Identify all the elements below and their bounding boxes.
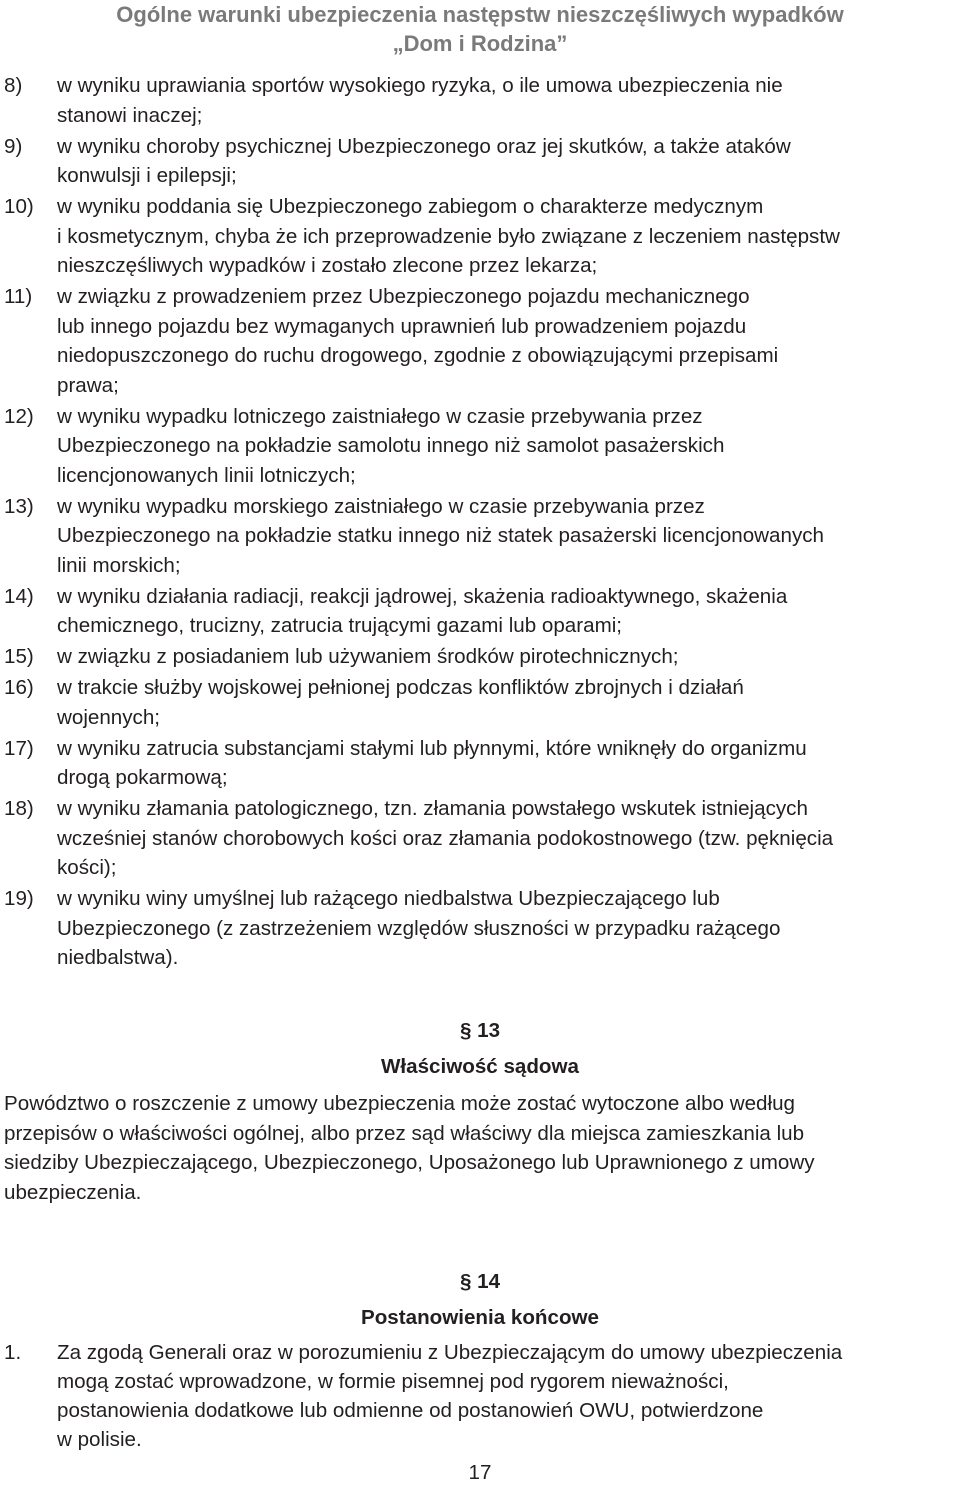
exclusions-list [0,71,960,974]
text-line: niedbalstwa). [57,946,179,969]
text-line: w polisie. [57,1428,142,1451]
list-item [0,884,960,973]
list-item-text [57,673,960,732]
text-line: postanowienia dodatkowe lub odmienne od postanowień OWU, potwierdzone [57,1399,764,1422]
list-item [0,734,960,793]
list-item-number: 12) [4,404,34,428]
text-line: Ubezpieczonego na pokładzie statku innego niż statek pasażerski licencjonowanych [57,524,825,547]
text-line: mogą zostać wprowadzone, w formie pisemnej pod rygorem nieważności, [57,1370,729,1393]
list-item-text [57,582,960,641]
text-line: w związku z posiadaniem lub używaniem środków pirotechnicznych; [57,645,679,668]
list-item [0,192,960,281]
list-item-number: 19) [4,887,34,910]
text-line: konwulsji i epilepsji; [57,164,237,187]
list-item [0,673,960,732]
list-item-number: 16) [4,676,34,699]
text-line: wojennych; [57,705,161,729]
header-title: Ogólne warunki ubezpieczenia następstw nieszczęśliwych wypadków [116,2,844,27]
text-line: w wyniku działania radiacji, reakcji jądrowej, skażenia radioaktywnego, skażenia [57,584,788,608]
text-line: w wyniku choroby psychicznej Ubezpieczonego oraz jej skutków, a także ataków [57,134,791,158]
list-item-text [57,642,960,672]
list-item-text [57,402,960,491]
text-line: Ubezpieczonego na pokładzie samolotu innego niż samolot pasażerskich [57,434,725,457]
document-header [0,0,960,58]
list-item [0,794,960,883]
text-line: w wyniku winy umyślnej lub rażącego niedbalstwa Ubezpieczającego lub [57,887,720,910]
page-number: 17 [468,1461,492,1484]
text-line: Powództwo o roszczenie z umowy ubezpieczenia może zostać wytoczone albo według [4,1092,795,1115]
text-line: licencjonowanych linii lotniczych; [57,463,356,487]
list-item-number: 1. [4,1341,22,1364]
list-item [0,1338,960,1454]
list-item [0,71,960,130]
text-line: Za zgodą Generali oraz w porozumieniu z Ubezpieczającym do umowy ubezpieczenia [57,1341,843,1364]
list-item-text [57,71,960,130]
section-13-title: Właściwość sądowa [380,1055,579,1078]
text-line: w trakcie służby wojskowej pełnionej podczas konfliktów zbrojnych i działań [57,676,744,699]
text-line: lub innego pojazdu bez wymaganych uprawnień lub prowadzeniem pojazdu [57,314,747,338]
list-item-text [57,282,960,400]
text-line: stanowi inaczej; [57,103,203,127]
list-item-text [57,794,960,883]
text-line: linii morskich; [57,553,181,577]
text-line: w wyniku wypadku lotniczego zaistniałego w czasie przebywania przez [57,404,703,428]
text-line: kości); [57,856,117,879]
list-item [0,642,960,672]
section-14-mark: § 14 [459,1270,501,1293]
text-line: prawa; [57,373,119,397]
header-subtitle: „Dom i Rodzina” [392,31,568,56]
text-line: siedziby Ubezpieczającego, Ubezpieczonego, Uposażonego lub Uprawnionego z umowy [4,1151,815,1174]
list-item-number: 11) [4,285,33,308]
section-13-paragraph [4,1089,954,1207]
text-line: Ubezpieczonego (z zastrzeżeniem względów słuszności w przypadku rażącego [57,916,781,940]
text-line: drogą pokarmową; [57,766,228,789]
list-item-text [57,884,960,973]
text-line: w wyniku zatrucia substancjami stałymi lub płynnymi, które wniknęły do organizmu [57,736,807,760]
list-item-number: 8) [4,74,23,97]
list-item-number: 10) [4,195,34,218]
text-line: ubezpieczenia. [4,1180,142,1204]
list-item-text [57,192,960,281]
text-line: nieszczęśliwych wypadków i zostało zlecone przez lekarza; [57,254,598,277]
section-14-title: Postanowienia końcowe [360,1306,600,1329]
list-item [0,492,960,581]
list-item-number: 15) [4,645,34,668]
text-line: w wyniku poddania się Ubezpieczonego zabiegom o charakterze medycznym [57,195,764,218]
list-item-text [57,132,960,191]
text-line: i kosmetycznym, chyba że ich przeprowadzenie było związane z leczeniem następstw [57,224,840,248]
section-13-mark: § 13 [459,1019,501,1042]
list-item-number: 9) [4,134,23,158]
text-line: w wyniku uprawiania sportów wysokiego ryzyka, o ile umowa ubezpieczenia nie [57,74,783,97]
text-line: w wyniku złamania patologicznego, tzn. złamania powstałego wskutek istniejących [57,797,808,820]
text-line: w wyniku wypadku morskiego zaistniałego w czasie przebywania przez [57,494,705,518]
text-line: przepisów o właściwości ogólnej, albo przez sąd właściwy dla miejsca zamieszkania lub [4,1121,805,1145]
list-item-number: 17) [4,736,34,760]
text-line: chemicznego, trucizny, zatrucia trującymi gazami lub oparami; [57,614,623,637]
list-item-text [57,1338,960,1454]
list-item [0,582,960,641]
text-line: w związku z prowadzeniem przez Ubezpieczonego pojazdu mechanicznego [57,285,750,308]
list-item-number: 18) [4,797,34,820]
section-14-list [0,1338,960,1454]
list-item-text [57,734,960,793]
list-item [0,402,960,491]
list-item [0,282,960,400]
text-line: niedopuszczonego do ruchu drogowego, zgodnie z obowiązującymi przepisami [57,344,779,367]
text-line: wcześniej stanów chorobowych kości oraz złamania podokostnowego (tzw. pęknięcia [57,826,834,850]
list-item-text [57,492,960,581]
list-item [0,132,960,191]
list-item-number: 13) [4,494,34,518]
list-item-number: 14) [4,584,34,608]
